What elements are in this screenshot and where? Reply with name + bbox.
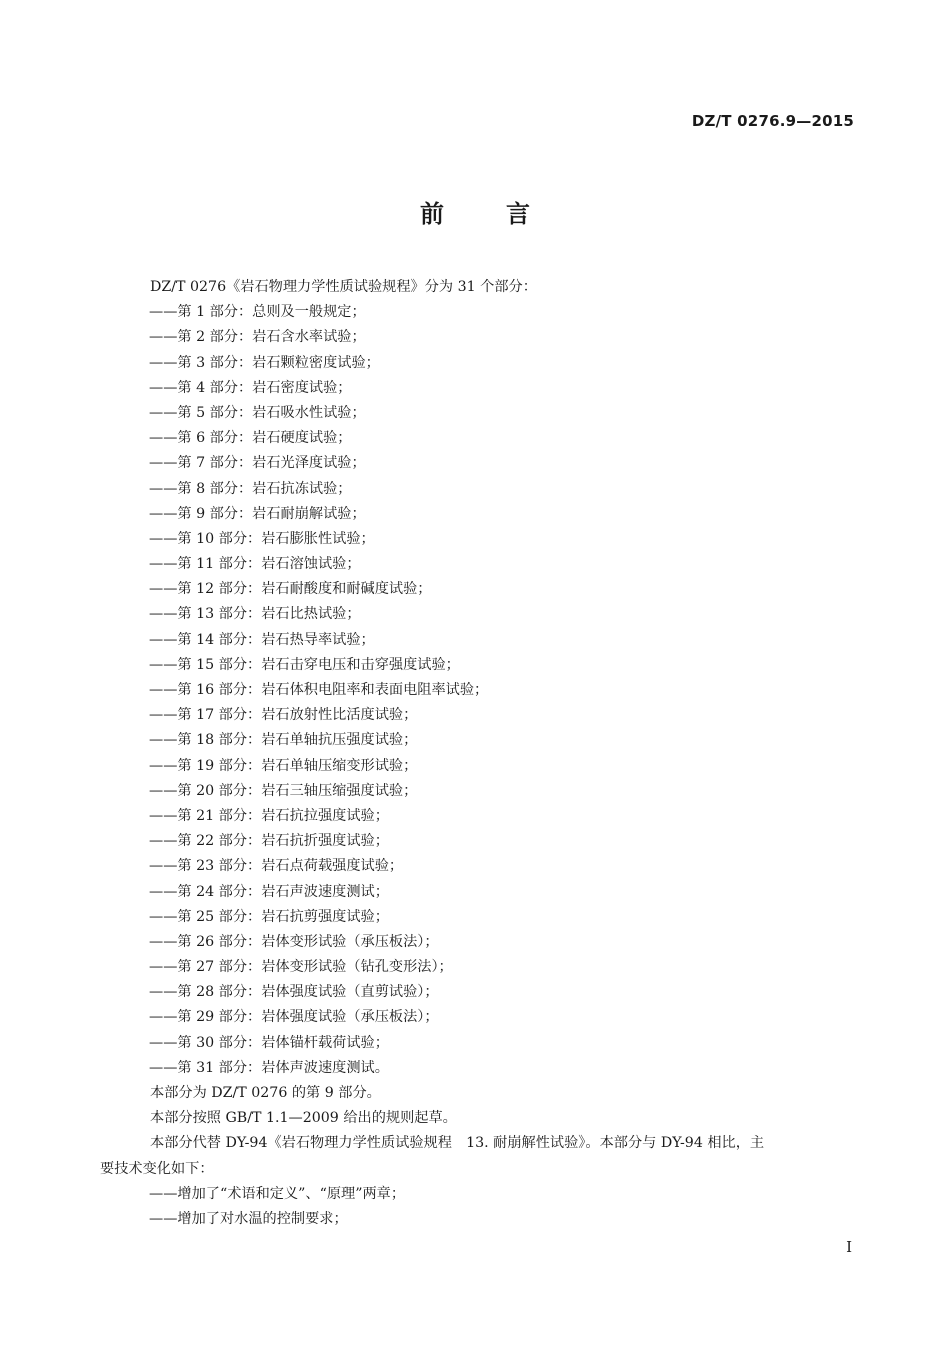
page-number: I xyxy=(846,1238,852,1256)
list-item: ——增加了“术语和定义”、“原理”两章； xyxy=(149,1185,406,1202)
list-item: ——第 23 部分：岩石点荷载强度试验； xyxy=(149,858,404,875)
list-item: ——第 6 部分：岩石硬度试验； xyxy=(149,430,352,447)
list-item: ——第 13 部分：岩石比热试验； xyxy=(149,606,361,623)
list-item: ——第 1 部分：总则及一般规定； xyxy=(149,304,366,321)
list-item: ——第 17 部分：岩石放射性比活度试验； xyxy=(149,707,418,724)
list-item: ——第 31 部分：岩体声波速度测试。 xyxy=(149,1059,389,1076)
list-item: ——第 29 部分：岩体强度试验（承压板法）； xyxy=(149,1009,439,1026)
list-item: ——第 8 部分：岩石抗冻试验； xyxy=(149,480,352,497)
list-item: ——第 16 部分：岩石体积电阻率和表面电阻率试验； xyxy=(149,682,489,698)
paragraph-replaces-line2: 要技术变化如下： xyxy=(100,1160,214,1177)
list-item: ——第 21 部分：岩石抗拉强度试验； xyxy=(149,807,389,824)
list-item: ——第 18 部分：岩石单轴抗压强度试验； xyxy=(149,732,418,749)
intro-paragraph: DZ/T 0276《岩石物理力学性质试验规程》分为 31 个部分： xyxy=(150,279,537,295)
page-title xyxy=(0,194,950,229)
list-item: ——增加了对水温的控制要求； xyxy=(149,1210,348,1227)
document-body xyxy=(100,275,860,1232)
list-item: ——第 2 部分：岩石含水率试验； xyxy=(149,329,366,346)
list-item: ——第 7 部分：岩石光泽度试验； xyxy=(149,455,366,472)
list-item: ——第 15 部分：岩石击穿电压和击穿强度试验； xyxy=(149,656,460,673)
list-item: ——第 24 部分：岩石声波速度测试； xyxy=(149,883,389,900)
parts-list xyxy=(150,300,860,1081)
list-item: ——第 10 部分：岩石膨胀性试验； xyxy=(149,530,375,547)
list-item: ——第 20 部分：岩石三轴压缩强度试验； xyxy=(149,782,418,799)
list-item: ——第 9 部分：岩石耐崩解试验； xyxy=(149,505,366,522)
list-item: ——第 28 部分：岩体强度试验（直剪试验）； xyxy=(149,984,439,1001)
list-item: ——第 5 部分：岩石吸水性试验； xyxy=(149,404,366,421)
list-item: ——第 14 部分：岩石热导率试验； xyxy=(149,631,375,648)
list-item: ——第 19 部分：岩石单轴压缩变形试验； xyxy=(149,757,418,774)
changes-list xyxy=(150,1182,860,1232)
list-item: ——第 4 部分：岩石密度试验； xyxy=(149,379,352,396)
list-item: ——第 25 部分：岩石抗剪强度试验； xyxy=(149,908,389,925)
list-item: ——第 30 部分：岩体锚杆载荷试验； xyxy=(149,1034,389,1051)
list-item: ——第 11 部分：岩石溶蚀试验； xyxy=(149,556,361,573)
list-item: ——第 12 部分：岩石耐酸度和耐碱度试验； xyxy=(149,581,432,598)
title-char-1: 前 xyxy=(420,200,444,228)
list-item: ——第 26 部分：岩体变形试验（承压板法）； xyxy=(149,933,439,950)
paragraph-part-number: 本部分为 DZ/T 0276 的第 9 部分。 xyxy=(150,1085,381,1101)
paragraph-replaces-line1: 本部分代替 DY-94《岩石物理力学性质试验规程 13. 耐崩解性试验》。本部分与 DY-94 相比，主 xyxy=(150,1135,765,1152)
title-char-2: 言 xyxy=(506,200,530,228)
list-item: ——第 27 部分：岩体变形试验（钻孔变形法）； xyxy=(149,959,453,976)
paragraph-drafting-rules: 本部分按照 GB/T 1.1—2009 给出的规则起草。 xyxy=(150,1110,457,1127)
standard-code: DZ/T 0276.9—2015 xyxy=(691,112,854,130)
list-item: ——第 3 部分：岩石颗粒密度试验； xyxy=(149,354,380,371)
list-item: ——第 22 部分：岩石抗折强度试验； xyxy=(149,833,389,850)
